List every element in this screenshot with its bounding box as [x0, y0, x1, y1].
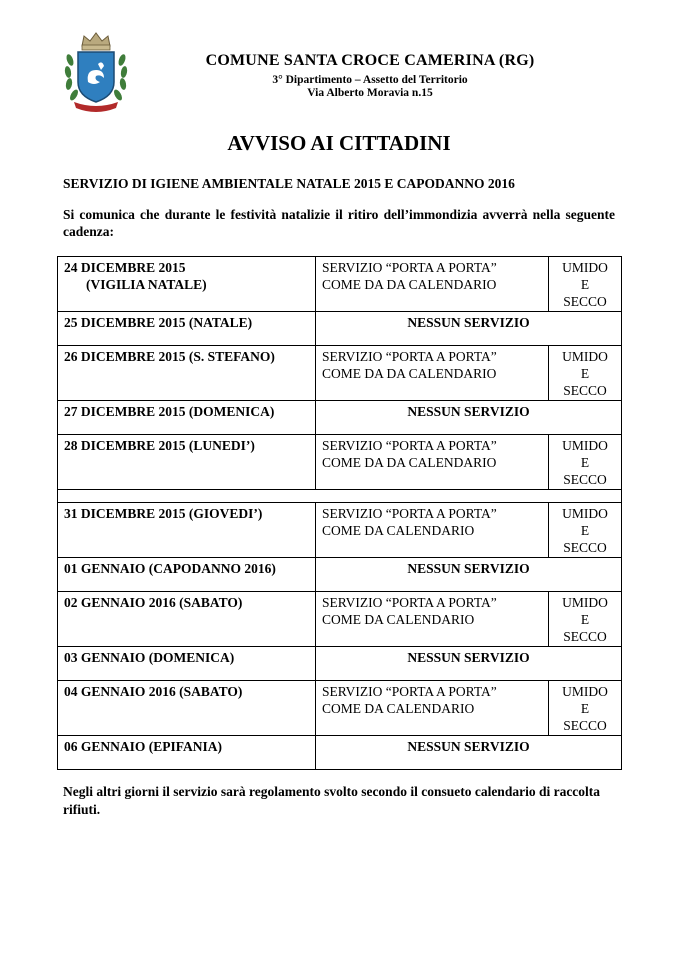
service-cell	[316, 503, 549, 558]
table-row	[58, 736, 622, 770]
municipal-crest-icon	[60, 30, 132, 114]
waste-type-line: E	[580, 523, 590, 538]
date-cell: 31 DICEMBRE 2015 (GIOVEDI’)	[58, 503, 316, 558]
waste-type-line: SECCO	[563, 629, 607, 644]
no-service-cell: NESSUN SERVIZIO	[316, 647, 622, 681]
service-cell	[316, 592, 549, 647]
service-line: COME DA DA CALENDARIO	[322, 455, 497, 470]
service-cell	[316, 435, 549, 490]
service-line: SERVIZIO “PORTA A PORTA”	[322, 438, 497, 453]
waste-type-line: SECCO	[563, 718, 607, 733]
date-cell: 03 GENNAIO (DOMENICA)	[58, 647, 316, 681]
date-cell: 04 GENNAIO 2016 (SABATO)	[58, 681, 316, 736]
table-row	[58, 435, 622, 490]
date-cell: 26 DICEMBRE 2015 (S. STEFANO)	[58, 346, 316, 401]
waste-type-line: SECCO	[563, 472, 607, 487]
waste-type-line: UMIDO	[562, 684, 608, 699]
waste-type-line: E	[580, 366, 590, 381]
spacer-row	[58, 490, 622, 503]
collection-schedule-table	[57, 256, 622, 770]
waste-type-line: E	[580, 612, 590, 627]
table-row	[58, 592, 622, 647]
waste-type-cell	[549, 346, 622, 401]
office-address: Via Alberto Moravia n.15	[307, 87, 433, 99]
waste-type-cell	[549, 257, 622, 312]
table-row	[58, 681, 622, 736]
date-cell	[58, 257, 316, 312]
waste-type-line: UMIDO	[562, 349, 608, 364]
waste-type-line: E	[580, 455, 590, 470]
spacer-cell	[58, 490, 622, 503]
notice-intro: Si comunica che durante le festività natalizie il ritiro dell’immondizia avverrà nella seguente cadenza:	[63, 207, 615, 239]
no-service-cell: NESSUN SERVIZIO	[316, 401, 622, 435]
waste-type-line: UMIDO	[562, 260, 608, 275]
waste-type-line: UMIDO	[562, 506, 608, 521]
service-line: SERVIZIO “PORTA A PORTA”	[322, 684, 497, 699]
date-cell: 02 GENNAIO 2016 (SABATO)	[58, 592, 316, 647]
notice-title: AVVISO AI CITTADINI	[227, 131, 451, 155]
waste-type-cell	[549, 503, 622, 558]
waste-type-line: E	[580, 701, 590, 716]
waste-type-line: UMIDO	[562, 595, 608, 610]
service-line: COME DA DA CALENDARIO	[322, 366, 497, 381]
service-line: COME DA CALENDARIO	[322, 701, 475, 716]
service-line: COME DA CALENDARIO	[322, 612, 475, 627]
waste-type-line: SECCO	[563, 383, 607, 398]
service-cell	[316, 346, 549, 401]
letterhead	[140, 52, 600, 99]
table-row	[58, 401, 622, 435]
notice-subtitle: SERVIZIO DI IGIENE AMBIENTALE NATALE 2015 E CAPODANNO 2016	[63, 176, 515, 191]
no-service-cell: NESSUN SERVIZIO	[316, 736, 622, 770]
service-cell	[316, 257, 549, 312]
service-line: SERVIZIO “PORTA A PORTA”	[322, 506, 497, 521]
waste-type-line: SECCO	[563, 540, 607, 555]
service-line: SERVIZIO “PORTA A PORTA”	[322, 595, 497, 610]
waste-type-line: SECCO	[563, 294, 607, 309]
waste-type-cell	[549, 435, 622, 490]
date-cell: 25 DICEMBRE 2015 (NATALE)	[58, 312, 316, 346]
table-row	[58, 647, 622, 681]
service-line: SERVIZIO “PORTA A PORTA”	[322, 260, 497, 275]
table-row	[58, 558, 622, 592]
date-cell: 01 GENNAIO (CAPODANNO 2016)	[58, 558, 316, 592]
date-cell: 06 GENNAIO (EPIFANIA)	[58, 736, 316, 770]
table-row	[58, 503, 622, 558]
date-label: 24 DICEMBRE 2015	[64, 260, 186, 275]
service-cell	[316, 681, 549, 736]
date-cell: 27 DICEMBRE 2015 (DOMENICA)	[58, 401, 316, 435]
date-sublabel: (VIGILIA NATALE)	[86, 277, 207, 292]
notice-footer: Negli altri giorni il servizio sarà regolamento svolto secondo il consueto calendario di raccolta rifiuti.	[63, 784, 601, 817]
waste-type-line: E	[580, 277, 590, 292]
waste-type-cell	[549, 592, 622, 647]
service-line: COME DA DA CALENDARIO	[322, 277, 497, 292]
waste-type-line: UMIDO	[562, 438, 608, 453]
table-row	[58, 346, 622, 401]
department-name: 3° Dipartimento – Assetto del Territorio	[272, 74, 468, 86]
waste-type-cell	[549, 681, 622, 736]
municipality-name: COMUNE SANTA CROCE CAMERINA (RG)	[205, 52, 535, 69]
table-row	[58, 257, 622, 312]
table-row	[58, 312, 622, 346]
service-line: SERVIZIO “PORTA A PORTA”	[322, 349, 497, 364]
service-line: COME DA CALENDARIO	[322, 523, 475, 538]
no-service-cell: NESSUN SERVIZIO	[316, 312, 622, 346]
date-cell: 28 DICEMBRE 2015 (LUNEDI’)	[58, 435, 316, 490]
no-service-cell: NESSUN SERVIZIO	[316, 558, 622, 592]
